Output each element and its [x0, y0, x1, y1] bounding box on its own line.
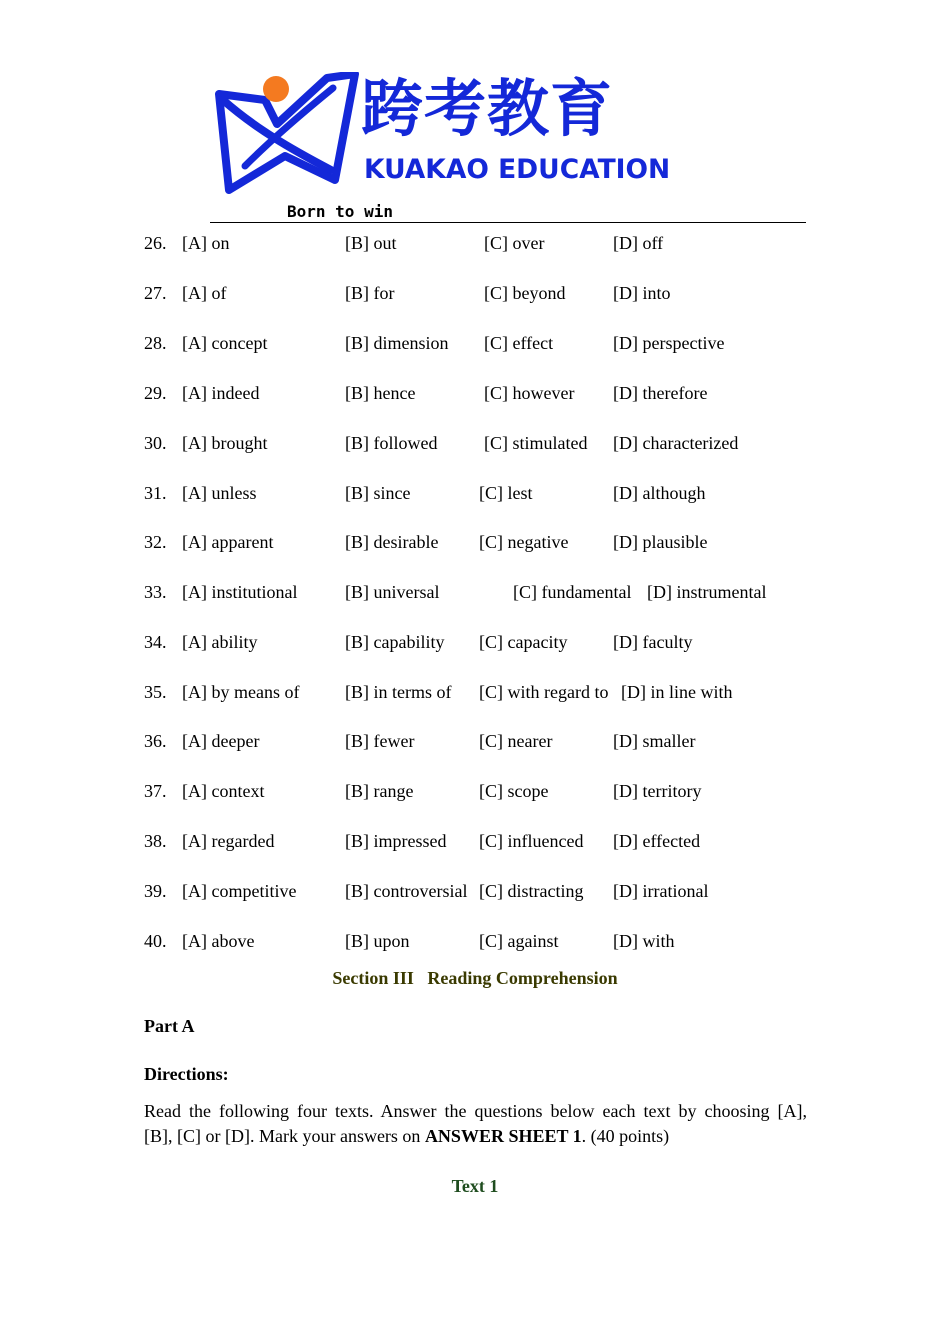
question-number: 27. — [144, 283, 167, 303]
question-28 — [0, 330, 950, 356]
question-number: 37. — [144, 781, 167, 801]
option-a: [A] institutional — [182, 582, 298, 602]
question-number: 30. — [144, 433, 167, 453]
option-b: [B] desirable — [345, 532, 439, 552]
question-33 — [0, 579, 950, 605]
question-35 — [0, 679, 950, 705]
kuakao-emblem-icon — [215, 72, 361, 196]
directions-label: Directions: — [144, 1064, 229, 1084]
option-d: [D] faculty — [613, 632, 693, 652]
option-c: [C] influenced — [479, 831, 584, 851]
option-c: [C] scope — [479, 781, 549, 801]
question-number: 33. — [144, 582, 167, 602]
question-37 — [0, 778, 950, 804]
question-29 — [0, 380, 950, 406]
option-b: [B] since — [345, 483, 411, 503]
option-a: [A] regarded — [182, 831, 275, 851]
logo-chinese-name: 跨考教育 — [361, 72, 614, 145]
option-a: [A] context — [182, 781, 265, 801]
kuakao-logo — [215, 72, 675, 196]
logo-english-name: KUAKAO EDUCATION — [364, 154, 671, 185]
question-number: 36. — [144, 731, 167, 751]
question-number: 29. — [144, 383, 167, 403]
option-b: [B] fewer — [345, 731, 415, 751]
question-36 — [0, 728, 950, 754]
question-32 — [0, 529, 950, 555]
motto: Born to win — [287, 202, 393, 221]
option-a: [A] brought — [182, 433, 268, 453]
option-d: [D] therefore — [613, 383, 708, 403]
option-b: [B] out — [345, 233, 397, 253]
option-c: [C] fundamental — [513, 582, 632, 602]
option-b: [B] dimension — [345, 333, 449, 353]
option-d: [D] perspective — [613, 333, 725, 353]
question-number: 40. — [144, 931, 167, 951]
option-c: [C] however — [484, 383, 575, 403]
option-c: [C] lest — [479, 483, 533, 503]
option-d: [D] characterized — [613, 433, 739, 453]
question-number: 39. — [144, 881, 167, 901]
option-a: [A] apparent — [182, 532, 274, 552]
question-number: 31. — [144, 483, 167, 503]
option-c: [C] over — [484, 233, 545, 253]
option-d: [D] smaller — [613, 731, 696, 751]
option-c: [C] effect — [484, 333, 554, 353]
option-b: [B] in terms of — [345, 682, 452, 702]
question-38 — [0, 828, 950, 854]
option-d: [D] although — [613, 483, 706, 503]
directions-text-line1: Read the following four texts. Answer the questions below each text by choosing [A], — [144, 1101, 807, 1121]
option-b: [B] hence — [345, 383, 416, 403]
option-c: [C] capacity — [479, 632, 568, 652]
question-39 — [0, 878, 950, 904]
option-a: [A] above — [182, 931, 255, 951]
question-number: 34. — [144, 632, 167, 652]
option-b: [B] upon — [345, 931, 410, 951]
text-title: Text 1 — [451, 1176, 499, 1196]
option-d: [D] irrational — [613, 881, 709, 901]
option-b: [B] controversial — [345, 881, 468, 901]
option-c: [C] negative — [479, 532, 569, 552]
option-b: [B] impressed — [345, 831, 447, 851]
option-a: [A] deeper — [182, 731, 260, 751]
option-c: [C] with regard to — [479, 682, 609, 702]
option-d: [D] into — [613, 283, 671, 303]
option-b: [B] followed — [345, 433, 438, 453]
question-40 — [0, 928, 950, 954]
option-a: [A] concept — [182, 333, 268, 353]
option-d: [D] in line with — [621, 682, 733, 702]
option-b: [B] universal — [345, 582, 440, 602]
question-30 — [0, 430, 950, 456]
answer-sheet-label: ANSWER SHEET 1 — [424, 1126, 582, 1146]
option-c: [C] nearer — [479, 731, 553, 751]
directions-text-line2 — [144, 1124, 669, 1148]
question-number: 26. — [144, 233, 167, 253]
section-title: Section III Reading Comprehension — [332, 968, 618, 988]
option-d: [D] territory — [613, 781, 702, 801]
directions-text-end: . (40 points) — [581, 1126, 670, 1146]
directions-text-part: [B], [C] or [D]. Mark your answers on — [144, 1126, 425, 1146]
option-b: [B] range — [345, 781, 414, 801]
option-d: [D] plausible — [613, 532, 708, 552]
option-d: [D] off — [613, 233, 664, 253]
question-27 — [0, 280, 950, 306]
question-number: 28. — [144, 333, 167, 353]
option-c: [C] stimulated — [484, 433, 588, 453]
option-d: [D] effected — [613, 831, 701, 851]
option-a: [A] unless — [182, 483, 257, 503]
option-a: [A] competitive — [182, 881, 297, 901]
header-divider — [210, 222, 806, 223]
option-a: [A] on — [182, 233, 230, 253]
option-d: [D] instrumental — [647, 582, 767, 602]
question-31 — [0, 480, 950, 506]
option-b: [B] for — [345, 283, 395, 303]
option-a: [A] by means of — [182, 682, 300, 702]
question-number: 35. — [144, 682, 167, 702]
option-c: [C] beyond — [484, 283, 566, 303]
question-26 — [0, 230, 950, 256]
question-number: 32. — [144, 532, 167, 552]
option-c: [C] distracting — [479, 881, 584, 901]
question-34 — [0, 629, 950, 655]
option-d: [D] with — [613, 931, 675, 951]
option-c: [C] against — [479, 931, 559, 951]
question-number: 38. — [144, 831, 167, 851]
option-a: [A] of — [182, 283, 227, 303]
part-heading: Part A — [144, 1016, 195, 1036]
option-a: [A] indeed — [182, 383, 260, 403]
option-a: [A] ability — [182, 632, 258, 652]
option-b: [B] capability — [345, 632, 445, 652]
